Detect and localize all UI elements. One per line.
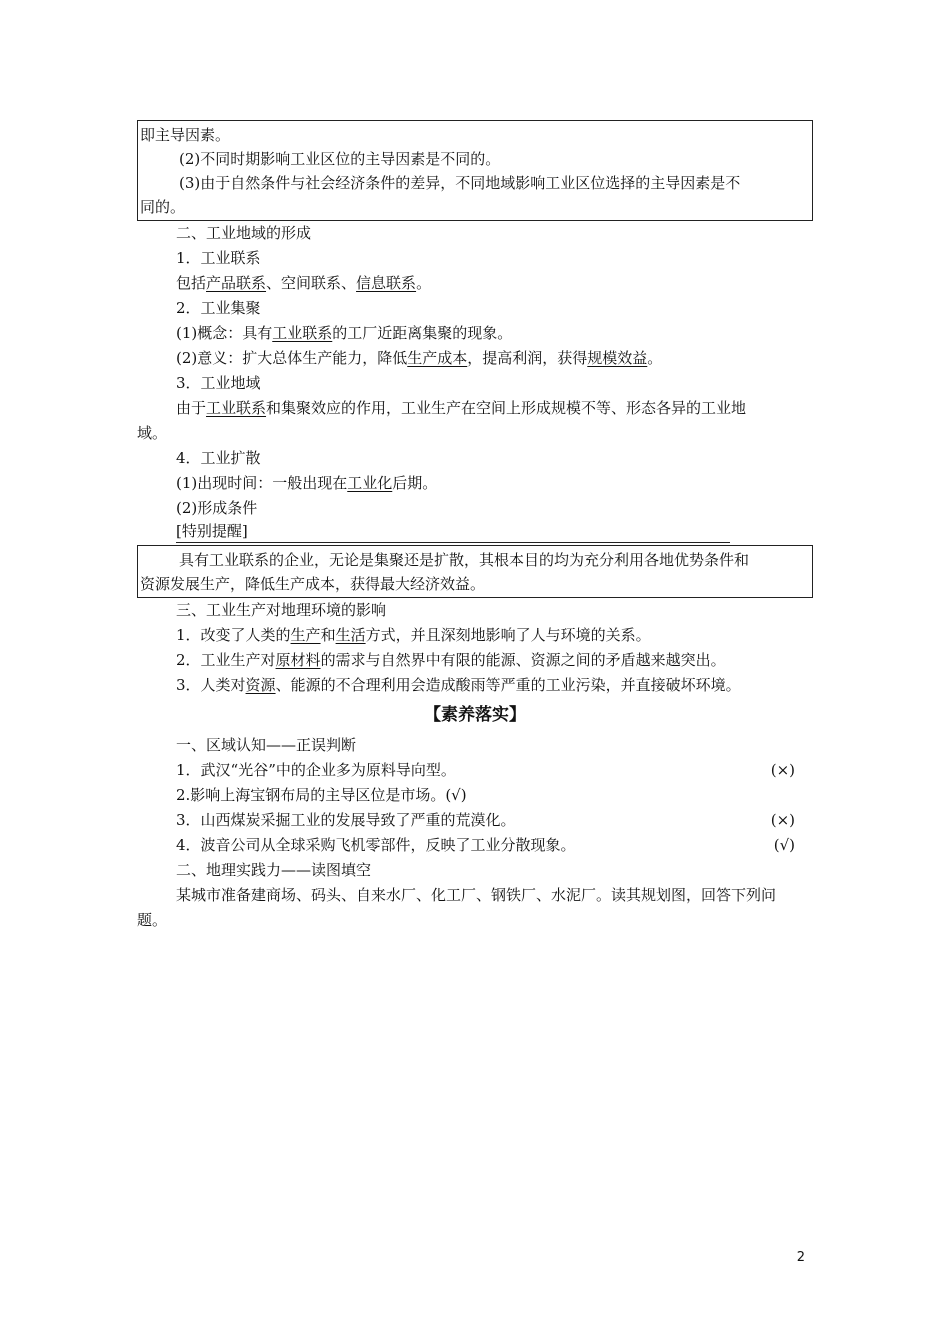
text: (1)概念：具有 — [176, 324, 273, 342]
paragraph-continued: 域。 — [137, 424, 168, 442]
list-item — [137, 648, 813, 673]
paragraph — [137, 321, 813, 346]
text: 。 — [647, 349, 663, 367]
special-tip-label: [特别提醒] — [176, 521, 730, 543]
special-tip-box — [137, 545, 813, 598]
answer-mark: (×) — [770, 761, 795, 779]
paragraph — [137, 271, 813, 296]
box-line: 资源发展生产，降低生产成本，获得最大经济效益。 — [140, 575, 486, 593]
answer-underline: 资源 — [245, 676, 276, 694]
text: 和 — [320, 626, 336, 644]
answer-mark: (√) — [773, 836, 795, 854]
page-number: 2 — [796, 1250, 805, 1265]
text: 、能源的不合理利用会造成酸雨等严重的工业污染，并直接破坏环境。 — [275, 676, 741, 694]
answer-underline: 产品联系 — [206, 274, 267, 292]
text: 后期。 — [392, 474, 438, 492]
box-line: 同的。 — [140, 198, 186, 216]
text: 、空间联系、 — [266, 274, 357, 292]
list-item — [137, 623, 813, 648]
judgment-item — [137, 808, 813, 833]
answer-underline: 规模效益 — [587, 349, 648, 367]
section-heading: 【素养落实】 — [424, 705, 526, 725]
subsection-title: 2．工业集聚 — [176, 299, 261, 317]
text: 2．工业生产对 — [176, 651, 276, 669]
judgment-item — [137, 833, 813, 858]
text: 方式，并且深刻地影响了人与环境的关系。 — [365, 626, 651, 644]
answer-underline: 生活 — [335, 626, 366, 644]
paragraph — [137, 396, 813, 421]
text: (2)意义：扩大总体生产能力，降低 — [176, 349, 408, 367]
box-line: 即主导因素。 — [140, 126, 231, 144]
text: 1．改变了人类的 — [176, 626, 291, 644]
continued-note-box — [137, 120, 813, 221]
answer-underline: 工业联系 — [206, 399, 267, 417]
box-line: (3)由于自然条件与社会经济条件的差异，不同地域影响工业区位选择的主导因素是不 — [179, 174, 741, 192]
list-item — [137, 673, 813, 698]
subsection-title: 3．工业地域 — [176, 374, 261, 392]
answer-underline: 生产 — [290, 626, 321, 644]
subsection-title: 4．工业扩散 — [176, 449, 261, 467]
answer-underline: 生产成本 — [407, 349, 468, 367]
text: 。 — [416, 274, 432, 292]
judgment-item — [137, 758, 813, 783]
question-text: 3．山西煤炭采掘工业的发展导致了严重的荒漠化。 — [176, 811, 516, 829]
text: 和集聚效应的作用，工业生产在空间上形成规模不等、形态各异的工业地 — [266, 399, 747, 417]
answer-underline: 工业化 — [347, 474, 393, 492]
text: 的需求与自然界中有限的能源、资源之间的矛盾越来越突出。 — [320, 651, 726, 669]
section-title: 二、工业地域的形成 — [176, 224, 312, 242]
text: (1)出现时间：一般出现在 — [176, 474, 348, 492]
question-text: 4．波音公司从全球采购飞机零部件，反映了工业分散现象。 — [176, 836, 576, 854]
answer-mark: (×) — [770, 811, 795, 829]
subsection-title: 1．工业联系 — [176, 249, 261, 267]
section-title: 三、工业生产对地理环境的影响 — [176, 601, 387, 619]
paragraph: 某城市准备建商场、码头、自来水厂、化工厂、钢铁厂、水泥厂。读其规划图，回答下列问 — [176, 886, 777, 904]
question-text: 1．武汉“光谷”中的企业多为原料导向型。 — [176, 761, 456, 779]
text: ，提高利润，获得 — [467, 349, 588, 367]
judgment-item: 2.影响上海宝钢布局的主导区位是市场。(√) — [176, 786, 467, 804]
box-line: (2)不同时期影响工业区位的主导因素是不同的。 — [179, 150, 501, 168]
paragraph: (2)形成条件 — [176, 499, 258, 517]
page-content — [137, 120, 813, 933]
answer-underline: 信息联系 — [356, 274, 417, 292]
answer-underline: 工业联系 — [272, 324, 333, 342]
text: 包括 — [176, 274, 207, 292]
section-title: 一、区域认知——正误判断 — [176, 736, 357, 754]
text: 由于 — [176, 399, 207, 417]
box-line: 具有工业联系的企业，无论是集聚还是扩散，其根本目的均为充分利用各地优势条件和 — [179, 551, 750, 569]
text: 3．人类对 — [176, 676, 246, 694]
paragraph-continued: 题。 — [137, 911, 168, 929]
text: 的工厂近距离集聚的现象。 — [332, 324, 513, 342]
section-title: 二、地理实践力——读图填空 — [176, 861, 372, 879]
answer-underline: 原材料 — [275, 651, 321, 669]
paragraph — [137, 346, 813, 371]
paragraph — [137, 471, 813, 496]
